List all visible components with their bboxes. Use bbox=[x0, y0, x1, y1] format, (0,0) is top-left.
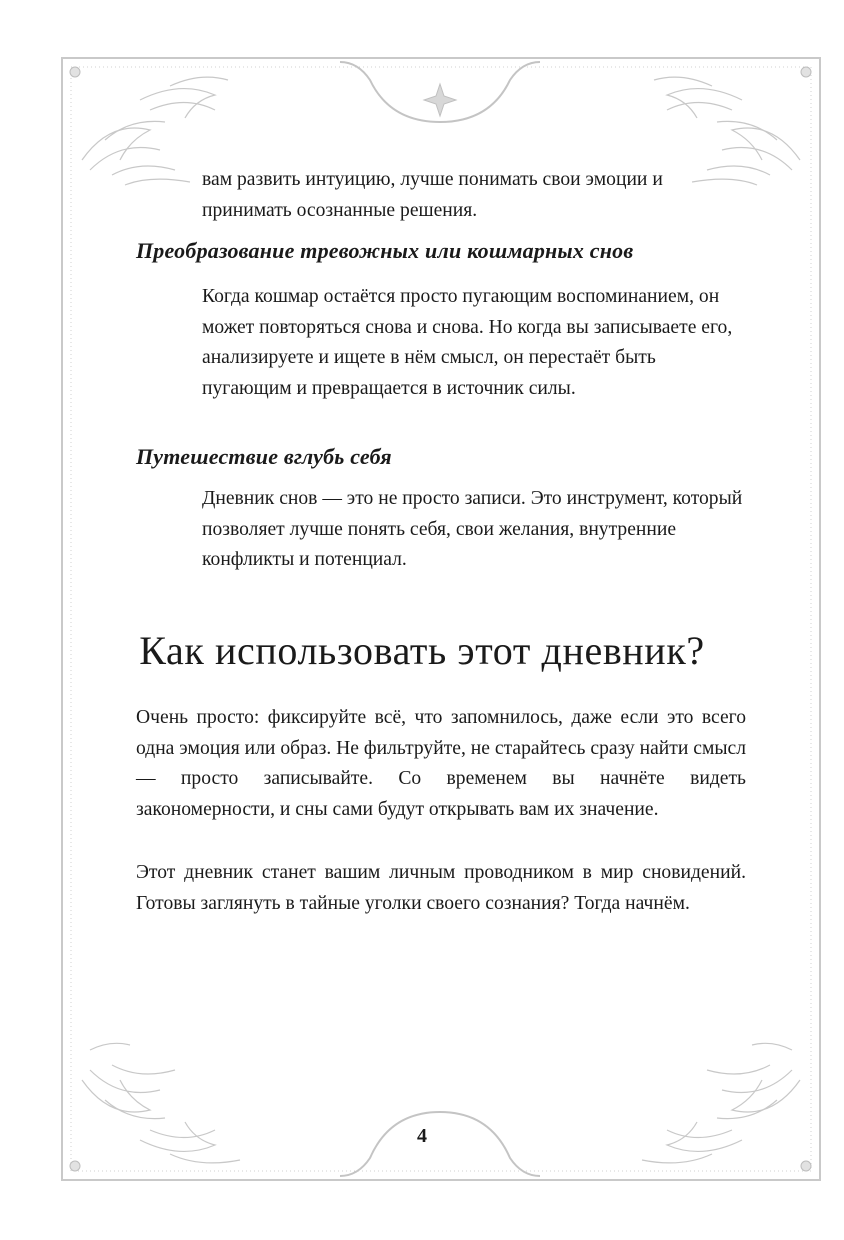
body-paragraph: Очень просто: фиксируйте всё, что запомнилось, даже если это всего одна эмоция или образ. Не фильтруйте, не старайтесь сразу найти смысл — просто записывайте. Со временем вы начнёте видеть закономерности, и сны сами будут открывать вам их значение. bbox=[136, 707, 746, 820]
corner-dot-icon bbox=[801, 1161, 811, 1171]
page-number: 4 bbox=[417, 1125, 427, 1147]
corner-dot-icon bbox=[70, 67, 80, 77]
section-title: Преобразование тревожных или кошмарных снов bbox=[136, 238, 634, 263]
star-ornament-icon bbox=[424, 84, 456, 116]
page-heading: Как использовать этот дневник? bbox=[139, 628, 705, 673]
continuation-text: вам развить интуицию, лучше понимать свои эмоции и принимать осознанные решения. bbox=[202, 169, 663, 221]
section-body: Дневник снов — это не просто записи. Это инструмент, который позволяет лучше понять себя, свои желания, внутренние конфликты и потенциал. bbox=[202, 488, 743, 570]
section-body: Когда кошмар остаётся просто пугающим воспоминанием, он может повторяться снова и снова. Но когда вы записываете его, анализируете и ищете в нём смысл, он перестаёт быть пугающим и превращается в источник силы. bbox=[202, 286, 733, 399]
corner-dot-icon bbox=[801, 67, 811, 77]
section-title: Путешествие вглубь себя bbox=[136, 444, 392, 469]
body-paragraph: Этот дневник станет вашим личным проводником в мир сновидений. Готовы заглянуть в тайные уголки своего сознания? Тогда начнём. bbox=[136, 862, 746, 914]
corner-dot-icon bbox=[70, 1161, 80, 1171]
